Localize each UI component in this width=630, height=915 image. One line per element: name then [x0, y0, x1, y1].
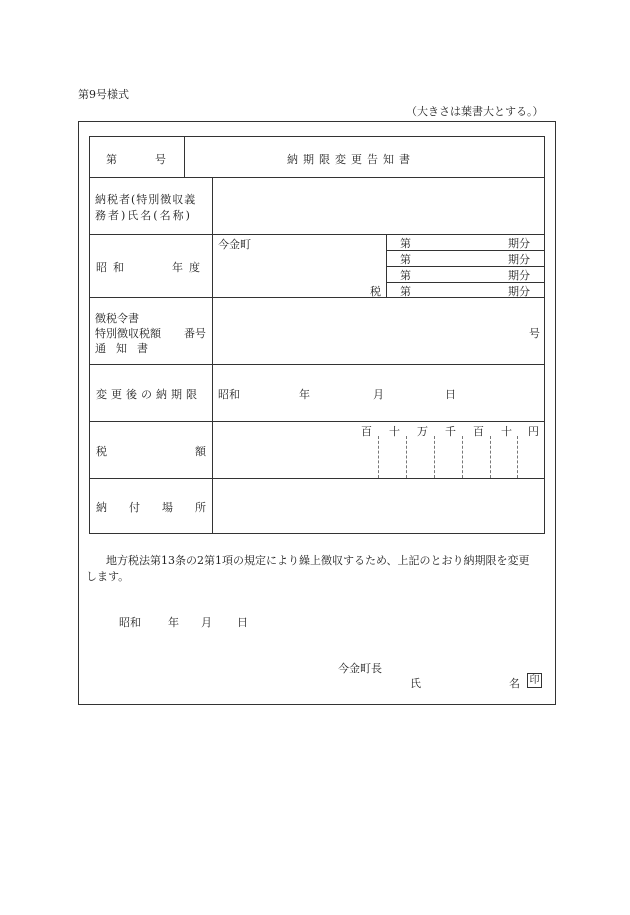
- taxpayer-label-line2: 務者)氏名(名称): [95, 209, 192, 222]
- issue-era: 昭和: [119, 616, 141, 629]
- issue-month: 月: [201, 616, 212, 629]
- taxpayer-label-line1: 納税者(特別徴収義: [95, 193, 197, 206]
- town-name: 今金町: [218, 238, 251, 251]
- new-due-date-label: 変更後の納期限: [96, 388, 201, 401]
- due-month: 月: [373, 388, 384, 401]
- digit-ten: 十: [501, 425, 512, 438]
- digit-yen: 円: [528, 425, 539, 438]
- period-row: 第 期分: [400, 253, 530, 266]
- payment-place-label: 納 付 場 所: [96, 501, 206, 514]
- issue-year: 年: [168, 616, 179, 629]
- issue-day: 日: [237, 616, 248, 629]
- notice-type-line2: 特別徴収税額 番号: [95, 327, 206, 340]
- digit-thousand: 千: [445, 425, 456, 438]
- tax-char: 税: [370, 285, 381, 298]
- seal-mark: 印: [527, 673, 542, 688]
- digit-hundred-man: 百: [361, 425, 372, 438]
- period-row: 第 期分: [400, 237, 530, 250]
- digit-man: 万: [417, 425, 428, 438]
- notice-type-line1: 徴税令書: [95, 312, 139, 325]
- name-last-char: 名: [509, 677, 520, 690]
- size-note: （大きさは葉書大とする。）: [406, 105, 544, 118]
- form-number: 第9号様式: [78, 88, 129, 101]
- period-row: 第 期分: [400, 285, 530, 298]
- document-title: 納期限変更告知書: [287, 153, 415, 166]
- number-label: 第 号: [106, 153, 166, 166]
- name-first-char: 氏: [410, 677, 421, 690]
- legal-text-line1: 地方税法第13条の2第1項の規定により繰上徴収するため、上記のとおり納期限を変更: [106, 554, 530, 567]
- legal-text-line2: します。: [86, 570, 130, 583]
- number-suffix: 号: [529, 327, 540, 340]
- fiscal-year-label: 昭和 年度: [96, 261, 206, 274]
- tax-amount-label: 税 額: [96, 445, 206, 458]
- due-year: 年: [299, 388, 310, 401]
- digit-hundred: 百: [473, 425, 484, 438]
- period-row: 第 期分: [400, 269, 530, 282]
- mayor-title: 今金町長: [338, 662, 382, 675]
- due-day: 日: [445, 388, 456, 401]
- notice-type-line3: 通知書: [95, 342, 158, 355]
- due-era: 昭和: [218, 388, 240, 401]
- digit-ten-man: 十: [389, 425, 400, 438]
